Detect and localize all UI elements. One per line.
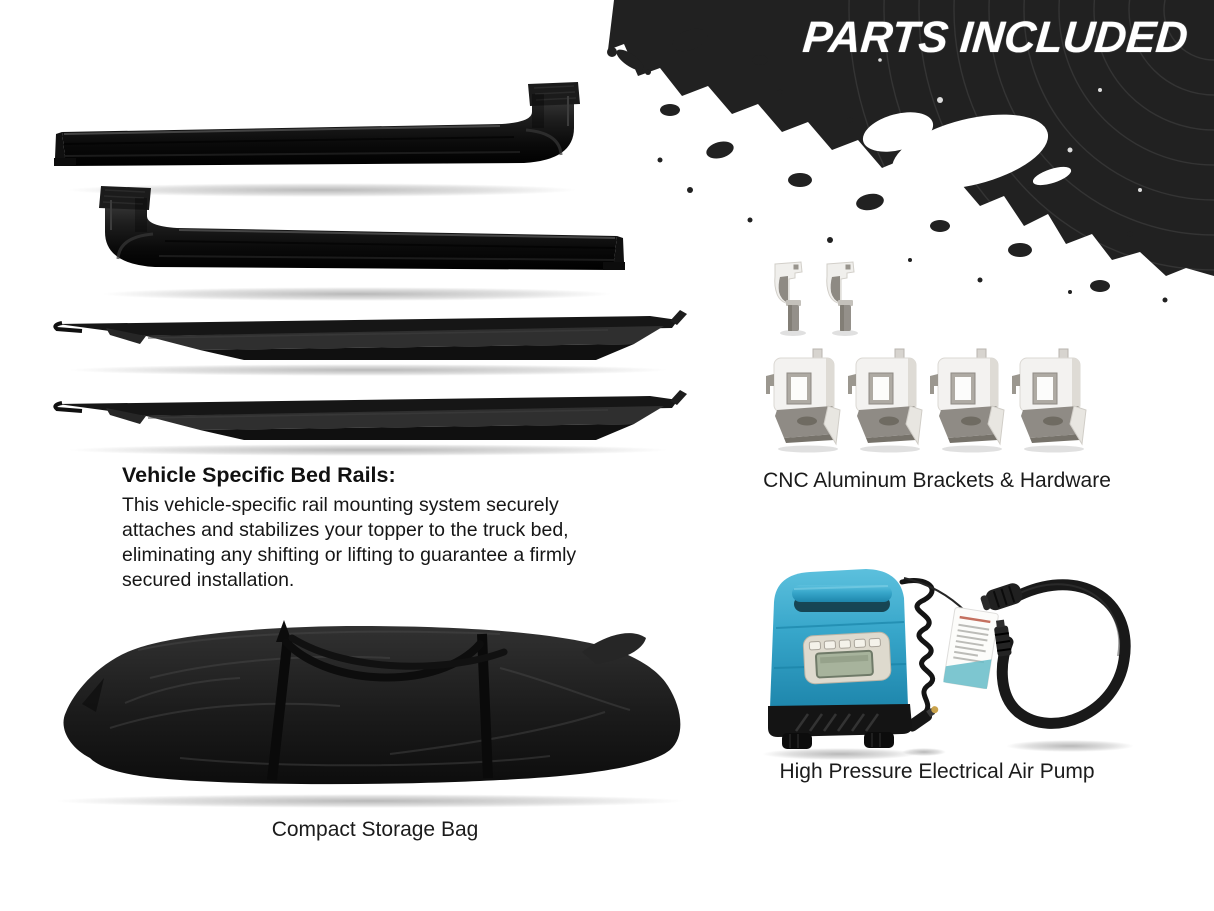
bed-rail-right-elbow-image [52, 82, 627, 202]
bed-rail-left-elbow-image [52, 186, 627, 306]
air-pump-image [752, 556, 1142, 764]
lcd-display [816, 651, 873, 678]
page-title: PARTS INCLUDED [801, 13, 1191, 62]
bed-rails-text-block [122, 463, 620, 593]
pump-base [768, 704, 912, 749]
bed-rails-heading: Vehicle Specific Bed Rails: [122, 463, 396, 487]
bed-rails-description: This vehicle-specific rail mounting system securely attaches and stabilizes your topper to the truck bed, eliminating any shifting or lifting to guarantee a firmly secured installation. [122, 494, 577, 591]
storage-bag-image [30, 608, 700, 810]
brackets-label: CNC Aluminum Brackets & Hardware [763, 469, 1111, 492]
control-panel [803, 632, 891, 684]
clamp-rail-image-1 [48, 300, 693, 380]
clamp-brackets-image [764, 346, 1096, 456]
storage-bag-label: Compact Storage Bag [271, 818, 479, 841]
air-pump-label: High Pressure Electrical Air Pump [779, 760, 1095, 783]
air-hose [979, 581, 1125, 723]
instruction-tag [943, 607, 998, 689]
clamp-rail-image-2 [48, 380, 693, 460]
